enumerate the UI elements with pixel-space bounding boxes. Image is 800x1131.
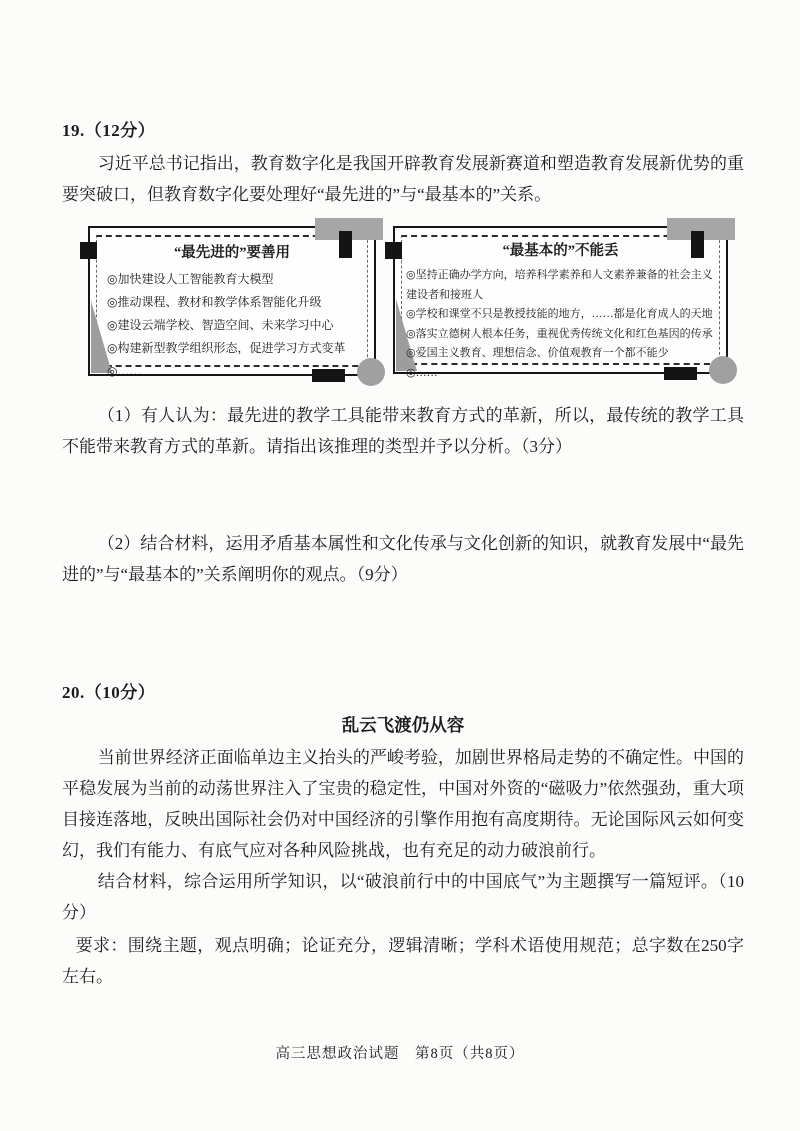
board-item: ◎坚持正确办学方向，培养科学素养和人文素养兼备的社会主义建设者和接班人 (406, 269, 713, 301)
page-footer: 高三思想政治试题 第8页（共8页） (275, 1046, 525, 1062)
board-title: “最基本的”不能丢 (502, 243, 619, 259)
bottom-black-rect-decoration (312, 369, 345, 382)
board-item: ◎学校和课堂不只是教授技能的地方，……都是化育成人的天地 (406, 308, 713, 320)
question-19 (62, 116, 744, 590)
corner-black-tab-decoration (691, 231, 704, 258)
board-most-basic (393, 226, 728, 379)
question-19-intro: 习近平总书记指出，教育数字化是我国开辟教育发展新赛道和塑造教育发展新优势的重要突破口，但教育数字化要处理好“最先进的”与“最基本的”关系。 (62, 154, 744, 204)
question-19-sub1: （1）有人认为：最先进的教学工具能带来教育方式的革新，所以，最传统的教学工具不能带来教育方式的革新。请指出该推理的类型并予以分析。（3分） (62, 406, 744, 456)
board-item: ◎构建新型教学组织形态，促进学习方式变革 (107, 341, 346, 355)
board-title: “最先进的”要善用 (174, 245, 290, 261)
board-list (395, 266, 726, 383)
question-19-number: 19.（12分） (62, 121, 156, 140)
board-item: ◎建设云端学校、智造空间、未来学习中心 (107, 318, 334, 332)
essay-title: 乱云飞渡仍从容 (341, 715, 465, 735)
essay-paragraph: 当前世界经济正面临单边主义抬头的严峻考验，加剧世界格局走势的不确定性。中国的平稳发展为当前的动荡世界注入了宝贵的稳定性，中国对外资的“磁吸力”依然强劲，重大项目接连落地，反映出国际社会仍对中国经济的引擎作用抱有高度期待。无论国际风云如何变幻，我们有能力、有底气应对各种风险挑战，也有充足的动力破浪前行。 (62, 748, 744, 860)
material-boards (88, 226, 744, 379)
essay-task: 结合材料，综合运用所学知识，以“破浪前行中的中国底气”为主题撰写一篇短评。（10分） (62, 872, 744, 922)
board-most-advanced (88, 226, 376, 376)
board-item: ◎爱国主义教育、理想信念、价值观教育一个都不能少 (406, 347, 669, 359)
board-item: ◎推动课程、教材和教学体系智能化升级 (107, 295, 322, 309)
board-item: ◎落实立德树人根本任务，重视优秀传统文化和红色基因的传承 (406, 327, 713, 340)
question-20 (62, 678, 744, 992)
bottom-black-rect-decoration (664, 367, 697, 380)
corner-black-tab-decoration (339, 231, 352, 258)
board-item: ◎加快建设人工智能教育大模型 (107, 272, 274, 286)
essay-requirements: 要求：围绕主题，观点明确；论证充分，逻辑清晰；学科术语使用规范；总字数在250字左右。 (62, 936, 744, 986)
question-19-sub2: （2）结合材料，运用矛盾基本属性和文化传承与文化创新的知识，就教育发展中“最先进的”与“最基本的”关系阐明你的观点。（9分） (62, 534, 744, 584)
board-list (90, 268, 374, 383)
board-item: ◎…… (107, 364, 142, 378)
question-20-number: 20.（10分） (62, 683, 156, 702)
board-item: ◎…… (406, 366, 438, 379)
